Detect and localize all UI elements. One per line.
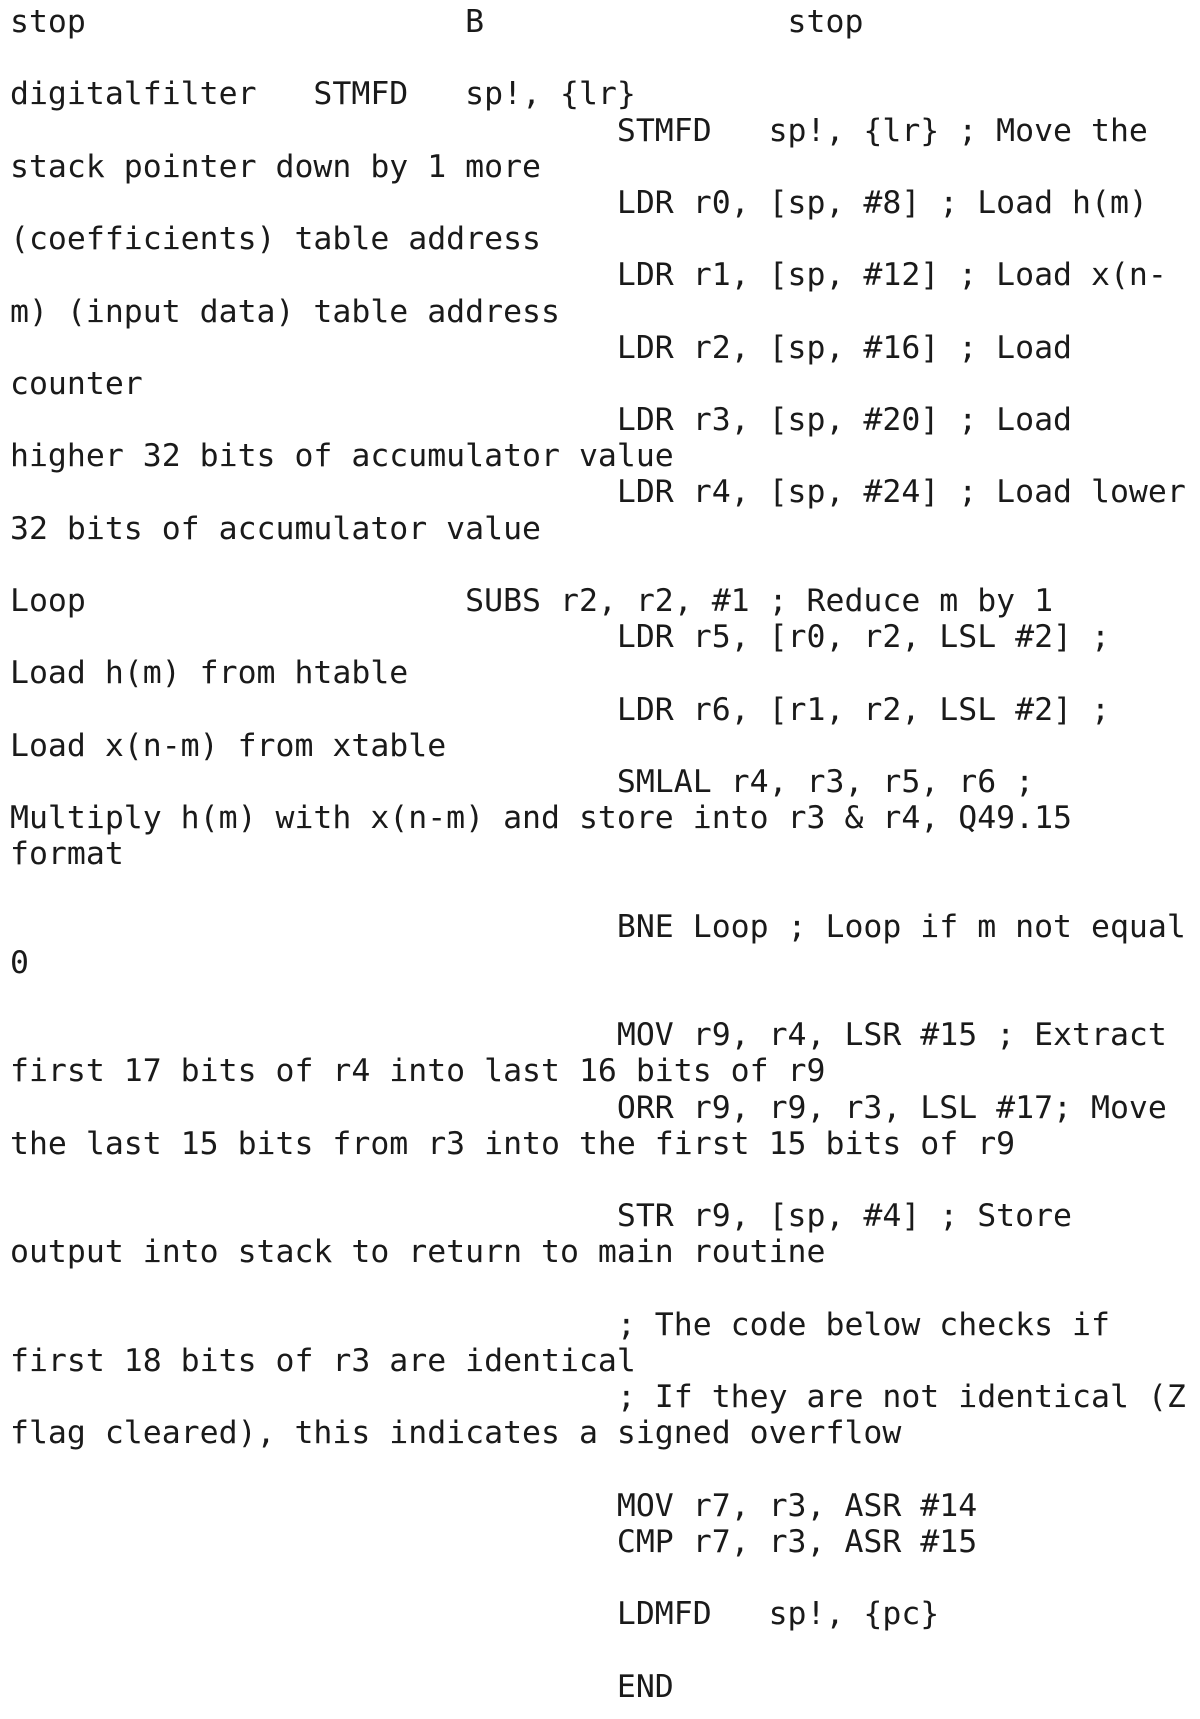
code-line bbox=[10, 547, 1200, 583]
code-line: LDR r4, [sp, #24] ; Load lower bbox=[10, 474, 1186, 511]
code-line: m) (input data) table address bbox=[10, 293, 560, 330]
code-line: stack pointer down by 1 more bbox=[10, 148, 542, 185]
code-line: SMLAL r4, r3, r5, r6 ; bbox=[10, 763, 1035, 800]
code-line bbox=[10, 1560, 1200, 1596]
code-line: LDR r2, [sp, #16] ; Load bbox=[10, 329, 1073, 366]
code-line: BNE Loop ; Loop if m not equal bbox=[10, 908, 1186, 945]
code-line: LDR r0, [sp, #8] ; Load h(m) bbox=[10, 184, 1148, 221]
code-line: flag cleared), this indicates a signed overflow bbox=[10, 1415, 902, 1452]
code-line: Load x(n-m) from xtable bbox=[10, 727, 447, 764]
code-line: LDR r3, [sp, #20] ; Load bbox=[10, 402, 1073, 439]
code-line: STMFD sp!, {lr} ; Move the bbox=[10, 112, 1148, 149]
code-line: counter bbox=[10, 365, 143, 402]
code-line: Load h(m) from htable bbox=[10, 655, 409, 692]
code-line: first 17 bits of r4 into last 16 bits of r9 bbox=[10, 1053, 826, 1090]
code-line: LDR r1, [sp, #12] ; Load x(n- bbox=[10, 257, 1167, 294]
code-line: ; The code below checks if bbox=[10, 1306, 1110, 1343]
code-line: output into stack to return to main routine bbox=[10, 1234, 826, 1271]
code-line: 0 bbox=[10, 944, 29, 981]
code-line: higher 32 bits of accumulator value bbox=[10, 438, 674, 475]
code-line: MOV r9, r4, LSR #15 ; Extract bbox=[10, 1017, 1167, 1054]
code-line bbox=[10, 1452, 1200, 1488]
code-line bbox=[10, 1271, 1200, 1307]
code-line: CMP r7, r3, ASR #15 bbox=[10, 1523, 978, 1560]
code-line: ORR r9, r9, r3, LSL #17; Move bbox=[10, 1089, 1167, 1126]
code-line bbox=[10, 981, 1200, 1017]
code-line: LDMFD sp!, {pc} bbox=[10, 1596, 940, 1633]
code-line: stop B stop bbox=[10, 4, 864, 40]
code-line: digitalfilter STMFD sp!, {lr} bbox=[10, 76, 636, 113]
code-line: END bbox=[10, 1668, 674, 1705]
code-line: the last 15 bits from r3 into the first 15 bits of r9 bbox=[10, 1125, 1016, 1162]
code-line: LDR r6, [r1, r2, LSL #2] ; bbox=[10, 691, 1110, 728]
code-line: 32 bits of accumulator value bbox=[10, 510, 542, 547]
code-line: MOV r7, r3, ASR #14 bbox=[10, 1487, 978, 1524]
code-line bbox=[10, 1632, 1200, 1668]
code-line: Multiply h(m) with x(n-m) and store into r3 & r4, Q49.15 bbox=[10, 800, 1073, 837]
code-line bbox=[10, 873, 1200, 909]
code-line: (coefficients) table address bbox=[10, 221, 542, 258]
code-line: LDR r5, [r0, r2, LSL #2] ; bbox=[10, 619, 1110, 656]
code-line: first 18 bits of r3 are identical bbox=[10, 1342, 636, 1379]
code-line bbox=[10, 1162, 1200, 1198]
code-line: Loop SUBS r2, r2, #1 ; Reduce m by 1 bbox=[10, 583, 1054, 619]
code-line bbox=[10, 40, 1200, 76]
code-line: format bbox=[10, 836, 124, 873]
code-line: STR r9, [sp, #4] ; Store bbox=[10, 1198, 1073, 1235]
code-line: ; If they are not identical (Z bbox=[10, 1379, 1186, 1416]
